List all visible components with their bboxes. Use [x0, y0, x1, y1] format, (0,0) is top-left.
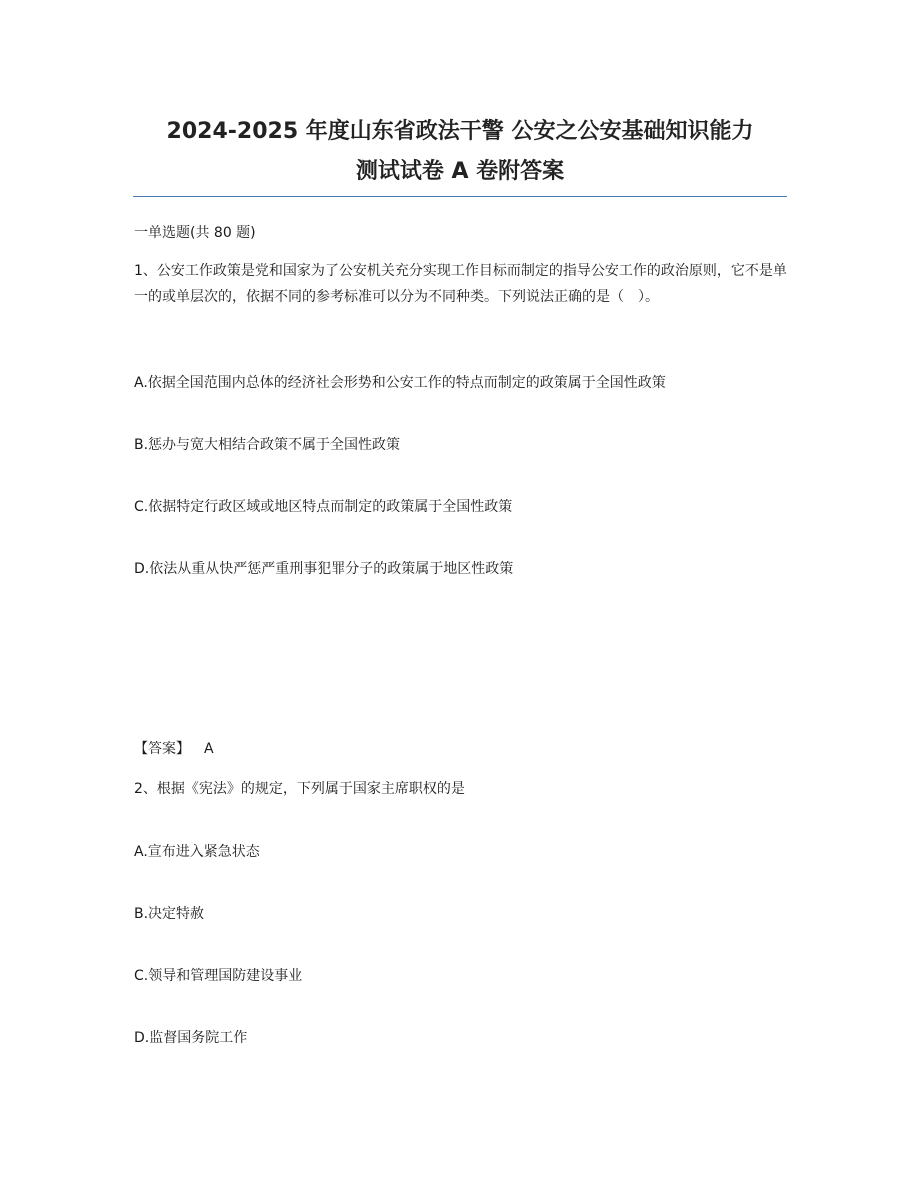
title-line-1: 2024-2025 年度山东省政法干警 公安之公安基础知识能力 [166, 119, 754, 144]
document-title [120, 112, 800, 192]
title-divider [133, 196, 787, 197]
answer-label: 【答案】 [134, 741, 190, 757]
question-1-option-c: C.依据特定行政区域或地区特点而制定的政策属于全国性政策 [134, 499, 513, 515]
question-2-option-a: A.宣布进入紧急状态 [134, 844, 260, 860]
question-1-option-b: B.惩办与宽大相结合政策不属于全国性政策 [134, 437, 401, 453]
question-1-stem: 1、公安工作政策是党和国家为了公安机关充分实现工作目标而制定的指导公安工作的政治原则，它不是单一的或单层次的，依据不同的参考标准可以分为不同种类。下列说法正确的是（ ）。 [134, 263, 787, 305]
answer-value: A [204, 741, 214, 757]
question-2-stem: 2、根据《宪法》的规定，下列属于国家主席职权的是 [134, 781, 465, 797]
question-2-option-c: C.领导和管理国防建设事业 [134, 968, 303, 984]
question-2-option-d: D.监督国务院工作 [134, 1030, 248, 1046]
question-2-option-b: B.决定特赦 [134, 906, 205, 922]
title-line-2: 测试试卷 A 卷附答案 [355, 159, 565, 184]
question-1-option-a: A.依据全国范围内总体的经济社会形势和公安工作的特点而制定的政策属于全国性政策 [134, 375, 666, 391]
question-1-answer [134, 737, 214, 761]
section-heading: 一单选题(共 80 题) [134, 225, 256, 241]
question-1-option-d: D.依法从重从快严惩严重刑事犯罪分子的政策属于地区性政策 [134, 561, 514, 577]
